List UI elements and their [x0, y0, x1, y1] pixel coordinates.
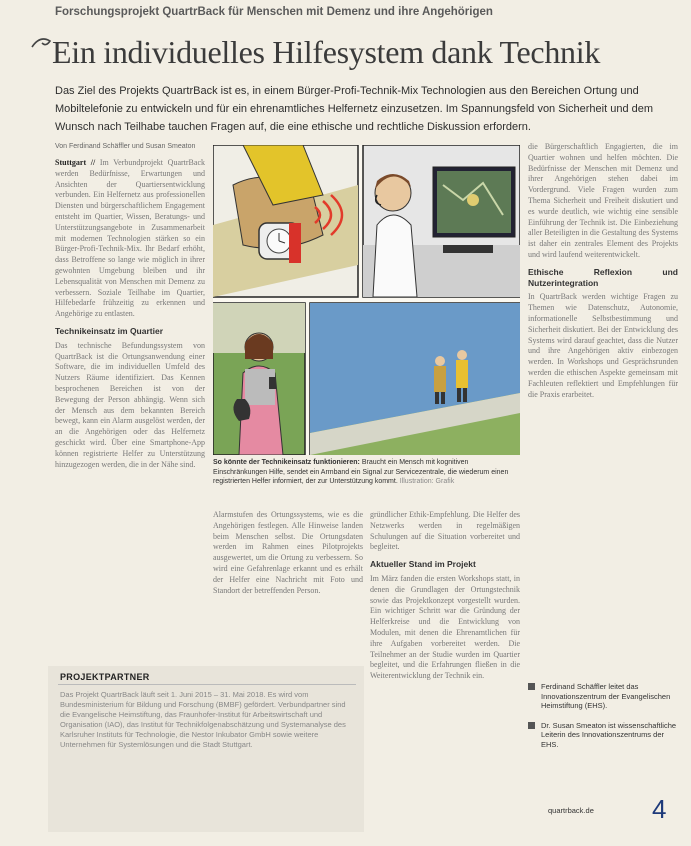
column-2-text: Alarmstufen des Ortungssystems, wie es die Angehörigen festlegen. Alle Hinweise landen beim Menschen selbst. Die Ortungsdaten werden im Rahmen eines Pilotprojekts ausgewertet, um die Ortung zu verbessern. So wird eine Gefahrenlage erkannt und es erhält der Helfer eine Nachricht mit Foto und Standort der betreffenden Person.	[213, 510, 363, 595]
panel-helper-phone	[213, 303, 305, 455]
partner-divider	[58, 684, 356, 685]
swoosh-icon	[30, 35, 54, 53]
author-1: Ferdinand Schäffler leitet das Innovationszentrum der Evangelischen Heimstiftung (EHS).	[541, 682, 671, 710]
caption-credit: Illustration: Grafik	[399, 478, 455, 485]
panel-operator	[363, 145, 520, 297]
column-3	[370, 510, 520, 840]
bullet-square-icon	[528, 722, 535, 729]
column-4	[528, 142, 678, 442]
caption-text: Braucht ein Mensch mit kognitiven Einschränkungen Hilfe, sendet ein Armband ein Signal zur Servicezentrale, die wiederum einen registrierten Helfer informiert, der zur Unterstützung kommt.	[213, 459, 509, 485]
author-row	[528, 682, 678, 711]
kicker: Forschungsprojekt QuartrBack für Menschen mit Demenz und ihre Angehörigen	[55, 6, 493, 18]
caption-bold: So könnte der Technikeinsatz funktionieren:	[213, 459, 360, 466]
byline: Von Ferdinand Schäffler und Susan Smeaton	[55, 143, 196, 150]
author-row	[528, 721, 678, 750]
illustration	[213, 145, 520, 455]
column-3-text: gründlicher Ethik-Empfehlung. Die Helfer des Netzwerks werden in regelmäßigen Schulungen auf die Situation vorbereitet und begleitet.	[370, 510, 520, 552]
section-heading-stand: Aktueller Stand im Projekt	[370, 559, 476, 570]
lead-paragraph: Das Ziel des Projekts QuartrBack ist es, in einem Bürger-Profi-Technik-Mix Technologien aus den Bereichen Ortung und Mobiltelefonie zu entwickeln und für ein ehrenamtliches Helfernetz einzusetzen. Im Spannungsfeld von Sicherheit und dem Wunsch nach Teilhabe tauchen Fragen auf, die eine ethische und rechtliche Diskussion erfordern.	[55, 85, 654, 133]
page-number: 4	[652, 794, 667, 824]
dateline: Stuttgart //	[55, 158, 96, 167]
column-1b-text: Das technische Befundungssystem von QuartrBack ist die Ortungsanwendung einer Software, die im individuellen Umfeld des Nutzers Räume identifiziert. Das Kennen besprochenen Bereichen ist von der Bewegung der Person abhängig. Wenn sich der Mensch aus dem bekannten Bereich bewegt, kann ein Alarm ausgelöst werden, der an die Angehörigen oder das Helfernetz geschickt wird. Über eine Smartphone-App können registrierte Helfer zu Unterstützung hinzugezogen werden, die in der Nähe sind.	[55, 340, 205, 469]
column-4-text: die Bürgerschaftlich Engagierten, die im Quartier wohnen und helfen möchten. Die Bedürfnisse der Menschen mit Demenz und ihrer Angehörigen stehen dabei im Vordergrund. Viele Fragen wurden zum Thema Sicherheit und Freiheit diskutiert und es wurde deutlich, wie wichtig eine sensible Einführung der Technik ist. Die Einbeziehung aller Beteiligten in die Gestaltung des Systems ist daher ein zentrales Element des Projekts und wird laufend weiterentwickelt.	[528, 142, 678, 259]
panel-street	[310, 303, 520, 455]
partner-heading: PROJEKTPARTNER	[60, 672, 150, 682]
column-2	[213, 510, 363, 655]
headline: Ein individuelles Hilfesystem dank Technik	[52, 34, 601, 70]
column-4b-text: In QuartrBack werden wichtige Fragen zu Themen wie Datenschutz, Autonomie, informationelle Selbstbestimmung und Sicherheit diskutiert. Bei der Entwicklung des Systems wird darauf geachtet, dass die Nutzer und ihre Angehörigen aktiv einbezogen werden. In Workshops und Gesprächsrunden werden die ethischen Aspekte gemeinsam mit Fachleuten reflektiert und Empfehlungen für die Praxis erarbeitet.	[528, 292, 678, 399]
column-3b-text: Im März fanden die ersten Workshops statt, in denen die Grundlagen der Ortungstechnik sowie das Projektkonzept vorgestellt wurden. Ein wichtiger Schritt war die Gründung der Helferkreise und die Entwicklung von Modulen, mit denen die Ehrenamtlichen für ihre Aufgaben vorbereitet werden. Die Teilnehmer an der Studie wurden im Quartier begleitet, und die Erfahrungen fließen in die Weiterentwicklung der Technik ein.	[370, 573, 520, 681]
column-1-text: Im Verbundprojekt QuartrBack werden Bedürfnisse, Erwartungen und Ansichten der Quartiersentwicklung verbunden. Ein Helfernetz aus professionellen Diensten und bürgerschaftlichem Engagement entsteht im Quartier, Wissen, Beratungs- und Unterstützungsangebote in Zusammenarbeit mit modernen Technologien stärken so ein Bürger-Profi-Technik-Mix. Ihr Bedarf erhöht, dass Betroffene so lange wie möglich in ihrer gewohnten Umgebung bleiben und ihr Lebensqualität von Menschen mit Demenz zu verbessern. Soziale Teilhabe im Quartier, Hilfebedarfe frühzeitig zu erkennen und Angehörige zu entlasten.	[55, 158, 205, 319]
author-info	[528, 682, 678, 759]
author-2: Dr. Susan Smeaton ist wissenschaftliche Leiterin des Innovationszentrums der EHS.	[541, 720, 677, 749]
section-heading-technik: Technikeinsatz im Quartier	[55, 325, 164, 336]
partner-text: Das Projekt QuartrBack läuft seit 1. Juni 2015 – 31. Mai 2018. Es wird vom Bundesministerium für Bildung und Forschung (BMBF) gefördert. Verbundpartner sind die Evangelische Heimstiftung, das Fraunhofer-Institut für Arbeitswirtschaft und Organisation (IAO), das Institut für Technikfolgenabschätzung und Systemanalyse des Karlsruher Instituts für Technologie, die Nestor Inkubator GmbH sowie weitere Unternehmen für Systemlösungen und die Stadt Stuttgart.	[60, 690, 346, 749]
illustration-caption	[213, 458, 520, 487]
bullet-square-icon	[528, 683, 535, 690]
column-1	[55, 158, 205, 656]
section-heading-ethik: Ethische Reflexion und Nutzerintegration	[528, 266, 678, 288]
panel-wristband	[213, 145, 358, 297]
illustration-panels	[213, 145, 520, 455]
website-link[interactable]: quartrback.de	[548, 806, 594, 815]
